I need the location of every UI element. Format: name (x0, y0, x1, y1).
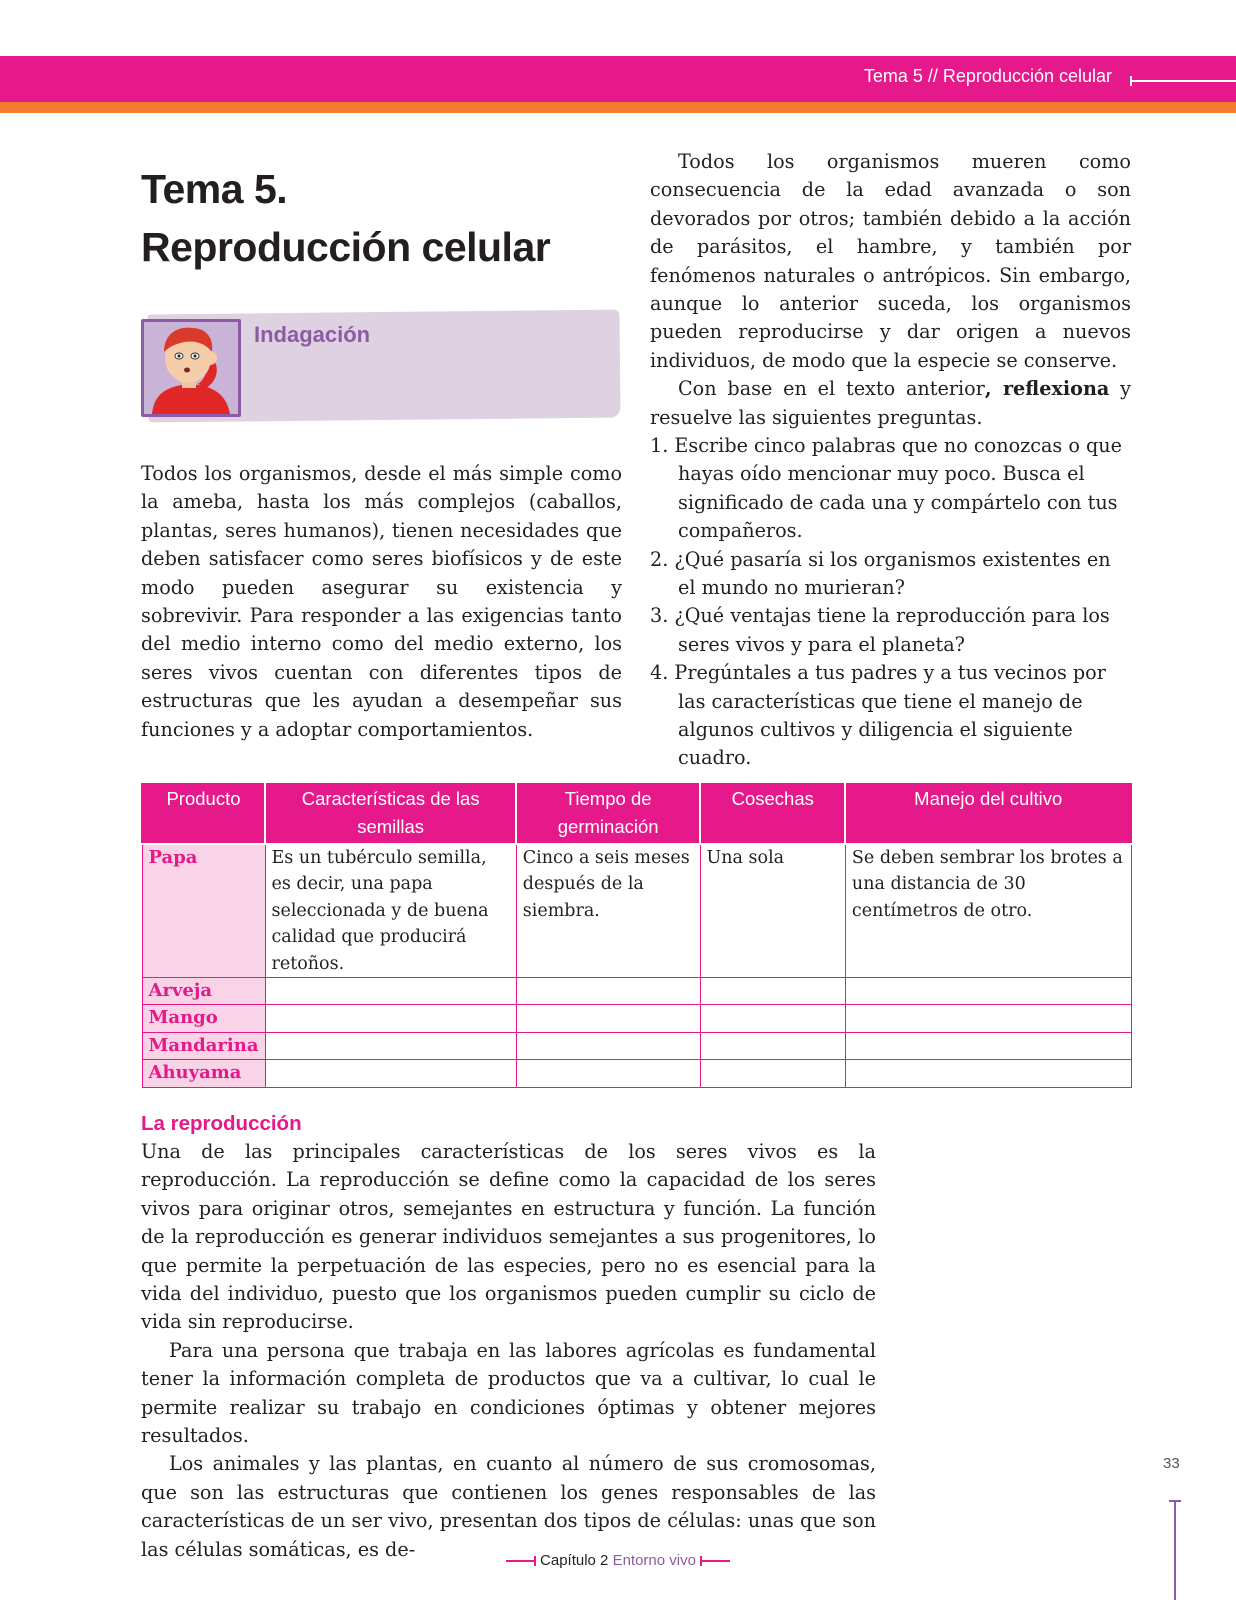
reflect-text-before: Con base en el texto anterior (678, 377, 985, 401)
table-row (142, 1005, 1131, 1032)
table-cell[interactable] (516, 1060, 700, 1087)
table-cell[interactable]: Una sola (700, 844, 845, 978)
header-accent-stripe (0, 102, 1236, 113)
title-line-1: Tema 5. (141, 166, 288, 212)
section-paragraph-1: Una de las principales características de los seres vivos es la reproducción. La reproducción se define como la capacidad de los seres vivos para originar otros, semejantes en estructura y función. La función de la reproducción es generar individuos semejantes a sus progenitores, lo que permite la perpetuación de las especies, pero no es esencial para la vida del individuo, puesto que los organismos pueden cumplir su ciclo de vida sin reproducirse. (141, 1140, 876, 1334)
header-germination-time: Tiempo de germinación (516, 784, 700, 844)
table-cell[interactable]: Es un tubérculo semilla, es decir, una papa seleccionada y de buena calidad que producirá retoños. (265, 844, 516, 978)
table-cell[interactable] (516, 978, 700, 1005)
header-harvests: Cosechas (700, 784, 845, 844)
section-paragraph-2: Para una persona que trabaja en las labores agrícolas es fundamental tener la información completa de productos que va a cultivar, lo cual le permite realizar su trabajo en condiciones óptimas y obtener mejores resultados. (141, 1338, 876, 1448)
footer-chapter-name: Entorno vivo (612, 1552, 696, 1569)
question-item: 3. ¿Qué ventajas tiene la reproducción para los seres vivos y para el planeta? (650, 604, 1110, 656)
table-cell[interactable]: Cinco a seis meses después de la siembra. (516, 844, 700, 978)
header-rule (1130, 80, 1236, 82)
page-number: 33 (1163, 1455, 1180, 1472)
table-cell[interactable] (516, 1032, 700, 1059)
product-cell: Ahuyama (142, 1060, 265, 1087)
product-cell: Mandarina (142, 1032, 265, 1059)
table-cell[interactable] (265, 1005, 516, 1032)
footer (0, 1552, 1236, 1569)
table-cell[interactable] (845, 1005, 1131, 1032)
question-list (650, 432, 1131, 773)
table-cell[interactable] (700, 1005, 845, 1032)
thinking-boy-icon (144, 322, 238, 414)
footer-rule-left (506, 1560, 536, 1562)
table-row (142, 1032, 1131, 1059)
header-crop-management: Manejo del cultivo (845, 784, 1131, 844)
table-cell[interactable] (700, 1032, 845, 1059)
section-heading: La reproducción (141, 1112, 302, 1135)
table-cell[interactable]: Se deben sembrar los brotes a una distancia de 30 centímetros de otro. (845, 844, 1131, 978)
running-title: Tema 5 // Reproducción celular (863, 66, 1112, 86)
reflect-keyword: , reflexiona (984, 377, 1110, 401)
inquiry-illustration (141, 319, 241, 417)
intro-paragraph-left: Todos los organismos, desde el más simple como la ameba, hasta los más complejos (caballos, plantas, seres humanos), tienen necesidades que deben satisfacer como seres biofísicos y de este modo pueden asegurar su existencia y sobrevivir. Para responder a las exigencias tanto del medio interno como del medio externo, los seres vivos cuentan con diferentes tipos de estructuras que les ayudan a desempeñar sus funciones y a adoptar comportamientos. (141, 462, 622, 741)
side-rule (1174, 1500, 1176, 1600)
table-cell[interactable] (845, 1032, 1131, 1059)
product-cell: Papa (142, 844, 265, 978)
section-body (141, 1138, 876, 1564)
page-title (141, 160, 550, 276)
question-item: 2. ¿Qué pasaría si los organismos existentes en el mundo no murieran? (650, 547, 1111, 600)
inquiry-label: Indagación (254, 322, 371, 347)
crop-table (141, 783, 1132, 1088)
footer-rule-right (700, 1560, 730, 1562)
table-row (142, 844, 1131, 978)
question-item: 1. Escribe cinco palabras que no conozcas o que hayas oído mencionar muy poco. Busca el significado de cada una y compártelo con tus compañeros. (650, 434, 1123, 543)
header-seed-traits: Características de las semillas (265, 784, 516, 844)
intro-paragraph-right-1: Todos los organismos mueren como consecuencia de la edad avanzada o son devorados por otros; también debido a la acción de parásitos, el hambre, y también por fenómenos naturales o antrópicos. Sin embargo, aunque lo anterior suceda, los organismos pueden reproducirse y dar origen a nuevos individuos, de modo que la especie se conserve. (650, 150, 1131, 372)
table-cell[interactable] (700, 978, 845, 1005)
table-row (142, 978, 1131, 1005)
table-cell[interactable] (516, 1005, 700, 1032)
table-header-row (142, 784, 1131, 844)
table-cell[interactable] (845, 1060, 1131, 1087)
table-cell[interactable] (700, 1060, 845, 1087)
question-item: 4. Pregúntales a tus padres y a tus vecinos por las características que tiene el manejo de algunos cultivos y diligencia el siguiente cuadro. (650, 661, 1106, 770)
header-product: Producto (142, 784, 265, 844)
reflect-text-after: y resuelve las siguientes preguntas. (650, 377, 1131, 429)
table-cell[interactable] (265, 978, 516, 1005)
intro-paragraph-right-2 (650, 375, 1131, 432)
table-cell[interactable] (265, 1060, 516, 1087)
table-row (142, 1060, 1131, 1087)
table-cell[interactable] (845, 978, 1131, 1005)
product-cell: Arveja (142, 978, 265, 1005)
title-line-2: Reproducción celular (141, 224, 551, 270)
intro-column-right (650, 148, 1131, 432)
section-paragraph-3: Los animales y las plantas, en cuanto al número de sus cromosomas, que son las estructuras que contienen los genes responsables de las características de un ser vivo, presentan dos tipos de células: unas que son las células somáticas, es de- (141, 1452, 876, 1561)
product-cell: Mango (142, 1005, 265, 1032)
footer-chapter: Capítulo 2 (540, 1552, 609, 1569)
table-cell[interactable] (265, 1032, 516, 1059)
